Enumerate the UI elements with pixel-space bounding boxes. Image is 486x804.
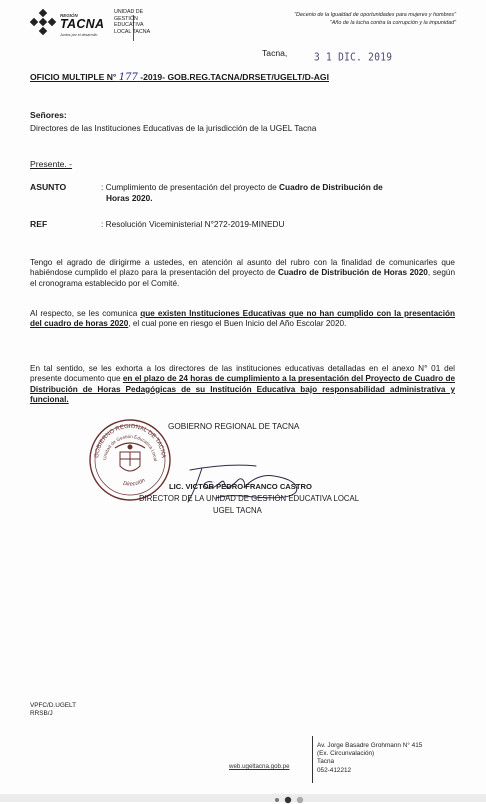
ref-label: REF — [30, 219, 48, 229]
signer-title: DIRECTOR DE LA UNIDAD DE GESTIÓN EDUCATIVA LOCAL — [139, 494, 360, 503]
year-motto — [216, 11, 456, 27]
page-dot[interactable] — [297, 797, 303, 803]
date-stamp: 3 1 DIC. 2019 — [314, 51, 393, 64]
paragraph-notice: Al respecto, se les comunica que existen Instituciones Educativas que no han cumplido con la presentación del cuadro de horas 2020, el cual pone en riesgo el Buen Inicio del Año Escolar 2020. — [30, 309, 455, 329]
viewer-bottom-strip — [0, 794, 486, 802]
asunto-label: ASUNTO — [30, 182, 67, 192]
ref-text: : Resolución Viceministerial N°272-2019-MINEDU — [101, 219, 285, 229]
page-dot[interactable] — [275, 798, 279, 802]
logo-region-label: REGIÓN — [60, 13, 78, 18]
ugel-unit-name: UNIDAD DE GESTIÓN EDUCATIVA LOCAL TACNA — [114, 9, 151, 35]
logo-name: TACNA — [60, 17, 105, 31]
greeting: Señores: — [30, 110, 67, 120]
government-name: GOBIERNO REGIONAL DE TACNA — [168, 422, 300, 431]
asunto-text: : Cumplimiento de presentación del proyecto de Cuadro de Distribución de Horas 2020. — [101, 182, 383, 203]
paragraph-exhortation: En tal sentido, se les exhorta a los directores de las instituciones educativas detalladas en el anexo N° 01 del presente documento que en el plazo de 24 horas de cumplimiento a la presentación del Proyecto de Cuadro de Distribución de Horas Pedagógicas de su Institución Educativa bajo responsabilidad administrativa y funcional. — [30, 364, 455, 405]
reference-initials: VPFC/D.UGELT RRSB/J — [30, 702, 77, 718]
motto-line-2: "Año de la lucha contra la corrupción y la impunidad" — [329, 20, 456, 26]
signer-name: LIC. VICTOR PEDRO FRANCO CASTRO — [169, 482, 312, 491]
presente-label: Presente. - — [30, 159, 73, 169]
page-indicator-dots — [272, 796, 322, 804]
seal-top-text: GOBIERNO REGIONAL DE TACNA — [94, 423, 166, 459]
date-city: Tacna, — [262, 48, 288, 58]
oficio-number: OFICIO MULTIPLE N° 177 -2019- GOB.REG.TACNA/DRSET/UGELT/D-AGI — [30, 72, 329, 83]
tacna-logo-icon — [30, 9, 56, 35]
seal-bottom-text: Dirección — [122, 477, 147, 488]
recipient-line: Directores de las Instituciones Educativas de la jurisdicción de la UGEL Tacna — [30, 123, 317, 133]
oficio-handwritten-number: 177 — [118, 72, 138, 83]
footer-address: Av. Jorge Basadre Grohmann N° 415 (Ex. Circunvalación) Tacna 052-412212 — [317, 742, 423, 774]
paragraph-intro: Tengo el agrado de dirigirme a ustedes, en atención al asunto del rubro con la finalidad de comunicarles que habiéndose cumplido el plazo para la presentación del proyecto de Cuadro de Distribución de Horas 2020, según el cronograma establecido por el Comité. — [30, 258, 456, 288]
coat-of-arms-icon — [115, 443, 145, 471]
seal-inner-text: Unidad de Gestión Educativa Local — [102, 433, 158, 462]
page-dot-active[interactable] — [285, 797, 291, 803]
logo-tagline: Juntos por el desarrollo — [60, 33, 98, 37]
footer-divider — [312, 736, 313, 783]
motto-line-1: "Decenio de la Igualdad de oportunidades para mujeres y hombres" — [294, 12, 456, 18]
website-link[interactable]: web.ugeltacna.gob.pe — [229, 763, 290, 770]
signer-office: UGEL TACNA — [213, 506, 262, 515]
